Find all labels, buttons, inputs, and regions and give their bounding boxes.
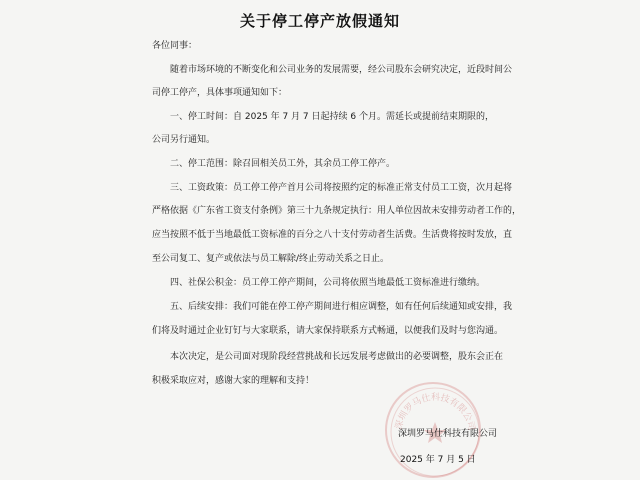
greeting: 各位同事： (152, 41, 198, 51)
body-line: 随着市场环境的不断变化和公司业务的发展需要，经公司股东会研究决定，近段时间公 (170, 65, 513, 75)
body-line: 五、后续安排：我们可能在停工停产期间进行相应调整，如有任何后续通知或安排，我 (170, 302, 513, 312)
notice-title: 关于停工停产放假通知 (239, 12, 400, 30)
svg-text:深圳罗马仕科技有限公司: 深圳罗马仕科技有限公司 (394, 392, 476, 432)
body-line: 严格依据《广东省工资支付条例》第三十九条规定执行：用人单位因故未安排劳动者工作的， (152, 206, 522, 216)
body-line: 二、停工范围：除召回相关员工外，其余员工停工停产。 (170, 159, 396, 169)
body-line: 应当按照不低于当地最低工资标准的百分之八十支付劳动者生活费。生活费将按时发放，直 (152, 230, 513, 240)
body-line: 积极采取应对，感谢大家的理解和支持！ (152, 376, 315, 386)
body-line: 本次决定，是公司面对现阶段经营挑战和长远发展考虑做出的必要调整，股东会正在 (170, 352, 504, 362)
body-line: 们将及时通过企业钉钉与大家联系，请大家保持联系方式畅通，以便我们及时与您沟通。 (152, 326, 504, 336)
body-line: 四、社保公积金：员工停工停产期间，公司将依照当地最低工资标准进行缴纳。 (170, 278, 486, 288)
body-line: 一、停工时间：自 2025 年 7 月 7 日起持续 6 个月。需延长或提前结束期限的， (170, 112, 494, 122)
body-line: 司停工停产，具体事项通知如下： (152, 88, 288, 98)
body-line: 至公司复工、复产或依法与员工解除/终止劳动关系之日止。 (152, 254, 390, 264)
company-name: 深圳罗马仕科技有限公司 (398, 429, 498, 439)
notice-date: 2025 年 7 月 5 日 (400, 455, 476, 465)
body-line: 公司另行通知。 (152, 135, 216, 145)
body-line: 三、工资政策：员工停工停产首月公司将按照约定的标准正常支付员工工资，次月起将 (170, 183, 513, 193)
